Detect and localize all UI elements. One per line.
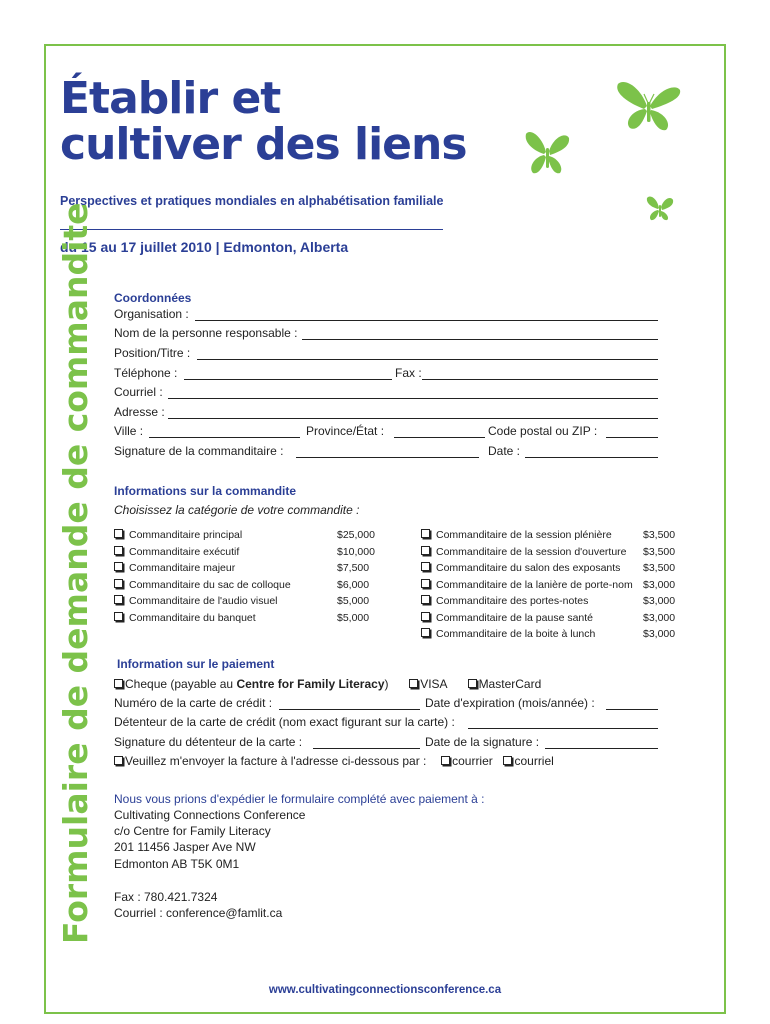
sponsor-price: $7,500	[337, 562, 370, 574]
expiry-field[interactable]	[606, 709, 658, 710]
adresse-field[interactable]	[168, 418, 658, 419]
sponsor-price: $3,000	[643, 611, 676, 624]
sponsor-label: Commanditaire majeur	[129, 562, 236, 574]
expiry-label: Date d'expiration (mois/année) :	[425, 696, 595, 710]
card-holder-field[interactable]	[468, 728, 658, 729]
sponsor-price: $3,500	[643, 545, 676, 558]
sponsor-option[interactable]	[114, 529, 375, 544]
contact-heading: Coordonnées	[114, 291, 192, 305]
sponsor-option[interactable]	[421, 595, 676, 610]
sponsor-price: $3,000	[643, 578, 676, 591]
postal-code-field[interactable]	[606, 437, 658, 438]
page-title	[60, 73, 467, 170]
sponsor-option[interactable]	[421, 529, 676, 544]
sponsor-option[interactable]	[421, 611, 676, 627]
sponsor-price: $3,000	[643, 628, 676, 640]
sponsor-price: $5,000	[337, 611, 370, 624]
sponsor-label: Commanditaire principal	[129, 529, 243, 541]
sponsor-option[interactable]	[114, 562, 370, 577]
butterfly-icon	[522, 124, 572, 180]
mastercard-checkbox[interactable]	[468, 679, 477, 688]
invoice-label: Veuillez m'envoyer la facture à l'adresse ci-dessous par :	[125, 754, 427, 768]
address-line: 201 11456 Jasper Ave NW	[114, 840, 256, 854]
sponsor-checkbox[interactable]	[421, 546, 430, 555]
sponsor-checkbox[interactable]	[114, 546, 123, 555]
sponsor-checkbox[interactable]	[421, 562, 430, 571]
card-number-label: Numéro de la carte de crédit :	[114, 696, 273, 710]
visa-checkbox[interactable]	[409, 679, 418, 688]
sponsor-option[interactable]	[421, 628, 676, 643]
sponsor-checkbox[interactable]	[114, 529, 123, 538]
sponsor-price: $5,000	[337, 595, 370, 607]
responsable-label: Nom de la personne responsable :	[114, 326, 298, 340]
sponsor-option[interactable]	[421, 545, 676, 561]
email-checkbox[interactable]	[503, 756, 512, 765]
province-label: Province/État :	[306, 424, 385, 438]
mail-checkbox[interactable]	[441, 756, 450, 765]
fax-field[interactable]	[422, 379, 658, 380]
sponsor-label: Commanditaire du banquet	[129, 611, 256, 624]
holder-signature-label: Signature du détenteur de la carte :	[114, 735, 303, 749]
responsable-field[interactable]	[302, 339, 658, 340]
cheque-checkbox[interactable]	[114, 679, 123, 688]
sponsor-checkbox[interactable]	[421, 612, 430, 621]
sponsor-label: Commanditaire de la pause santé	[436, 611, 594, 624]
sponsor-checkbox[interactable]	[114, 562, 123, 571]
cheque-label: Cheque (payable au	[125, 677, 234, 691]
ville-label: Ville :	[114, 424, 144, 438]
sponsor-option[interactable]	[114, 611, 370, 627]
title-line-2: cultiver des liens	[60, 119, 467, 170]
sponsor-label: Commanditaire de la boite à lunch	[436, 628, 596, 640]
visa-label: VISA	[420, 677, 447, 691]
title-line-1: Établir et	[60, 73, 281, 124]
card-number-field[interactable]	[279, 709, 420, 710]
sponsor-label: Commanditaire de la lanière de porte-nom	[436, 578, 633, 591]
sponsor-price: $3,500	[643, 562, 676, 574]
courriel-label: Courriel :	[114, 385, 163, 399]
sponsor-price: $6,000	[337, 578, 370, 591]
cheque-payee: Centre for Family Literacy	[236, 677, 385, 691]
sponsor-option[interactable]	[114, 595, 370, 610]
organisation-label: Organisation :	[114, 307, 189, 321]
order-instruction: Choisissez la catégorie de votre commandite :	[114, 503, 360, 517]
telephone-label: Téléphone :	[114, 366, 178, 380]
website-link[interactable]: www.cultivatingconnectionsconference.ca	[268, 984, 502, 996]
position-label: Position/Titre :	[114, 346, 191, 360]
sponsor-checkbox[interactable]	[421, 628, 430, 637]
fax-number: Fax : 780.421.7324	[114, 890, 218, 904]
invoice-checkbox[interactable]	[114, 756, 123, 765]
shipping-heading: Nous vous prions d'expédier le formulaire complété avec paiement à :	[114, 792, 485, 806]
fax-label: Fax :	[395, 366, 422, 380]
title-divider	[60, 229, 443, 230]
ville-field[interactable]	[149, 437, 300, 438]
organisation-field[interactable]	[195, 320, 658, 321]
side-title: Formulaire de demande de commandite	[56, 202, 95, 944]
sponsor-checkbox[interactable]	[421, 579, 430, 588]
cheque-suffix: )	[384, 677, 389, 691]
date-field[interactable]	[525, 457, 658, 458]
sponsor-checkbox[interactable]	[114, 579, 123, 588]
position-field[interactable]	[197, 359, 658, 360]
sponsor-price: $10,000	[337, 545, 375, 558]
email-label: courriel	[514, 754, 554, 768]
sponsor-checkbox[interactable]	[421, 529, 430, 538]
postal-code-label: Code postal ou ZIP :	[488, 424, 598, 438]
sponsor-checkbox[interactable]	[421, 595, 430, 604]
sponsor-label: Commanditaire de la session d'ouverture	[436, 545, 627, 558]
sponsor-label: Commanditaire de l'audio visuel	[129, 595, 278, 607]
signature-label: Signature de la commanditaire :	[114, 444, 284, 458]
sponsor-option[interactable]	[114, 545, 375, 561]
address-line: Edmonton AB T5K 0M1	[114, 857, 240, 871]
sponsor-option[interactable]	[421, 562, 676, 577]
address-line: Cultivating Connections Conference	[114, 808, 306, 822]
sponsor-checkbox[interactable]	[114, 612, 123, 621]
mastercard-label: MasterCard	[478, 677, 542, 691]
holder-signature-field[interactable]	[313, 748, 420, 749]
butterfly-icon	[645, 192, 675, 224]
sponsor-price: $3,000	[643, 595, 676, 607]
invoice-row	[114, 754, 554, 768]
province-field[interactable]	[394, 437, 485, 438]
address-line: c/o Centre for Family Literacy	[114, 824, 271, 838]
sponsor-option[interactable]	[421, 578, 676, 594]
sponsor-price: $25,000	[337, 529, 375, 541]
order-heading: Informations sur la commandite	[114, 484, 297, 498]
signature-date-label: Date de la signature :	[425, 735, 540, 749]
contact-email: Courriel : conference@famlit.ca	[114, 906, 283, 920]
subtitle: Perspectives et pratiques mondiales en alphabétisation familiale	[60, 194, 444, 208]
sponsor-checkbox[interactable]	[114, 595, 123, 604]
signature-field[interactable]	[296, 457, 479, 458]
signature-date-field[interactable]	[545, 748, 658, 749]
sponsor-label: Commanditaire de la session plénière	[436, 529, 612, 541]
sponsor-label: Commanditaire des portes-notes	[436, 595, 589, 607]
sponsor-label: Commanditaire du salon des exposants	[436, 562, 621, 574]
sponsor-label: Commanditaire exécutif	[129, 545, 240, 558]
telephone-field[interactable]	[184, 379, 392, 380]
sponsor-price: $3,500	[643, 529, 676, 541]
date-label: Date :	[488, 444, 521, 458]
event-dates: du 15 au 17 juillet 2010 | Edmonton, Alberta	[60, 239, 349, 255]
card-holder-label: Détenteur de la carte de crédit (nom exact figurant sur la carte) :	[114, 715, 455, 729]
mail-label: courrier	[452, 754, 493, 768]
courriel-field[interactable]	[168, 398, 658, 399]
sponsor-label: Commanditaire du sac de colloque	[129, 578, 291, 591]
payment-heading: Information sur le paiement	[117, 657, 275, 671]
payment-method-row	[114, 677, 541, 691]
adresse-label: Adresse :	[114, 405, 165, 419]
sponsor-option[interactable]	[114, 578, 370, 594]
butterfly-icon	[614, 76, 684, 138]
